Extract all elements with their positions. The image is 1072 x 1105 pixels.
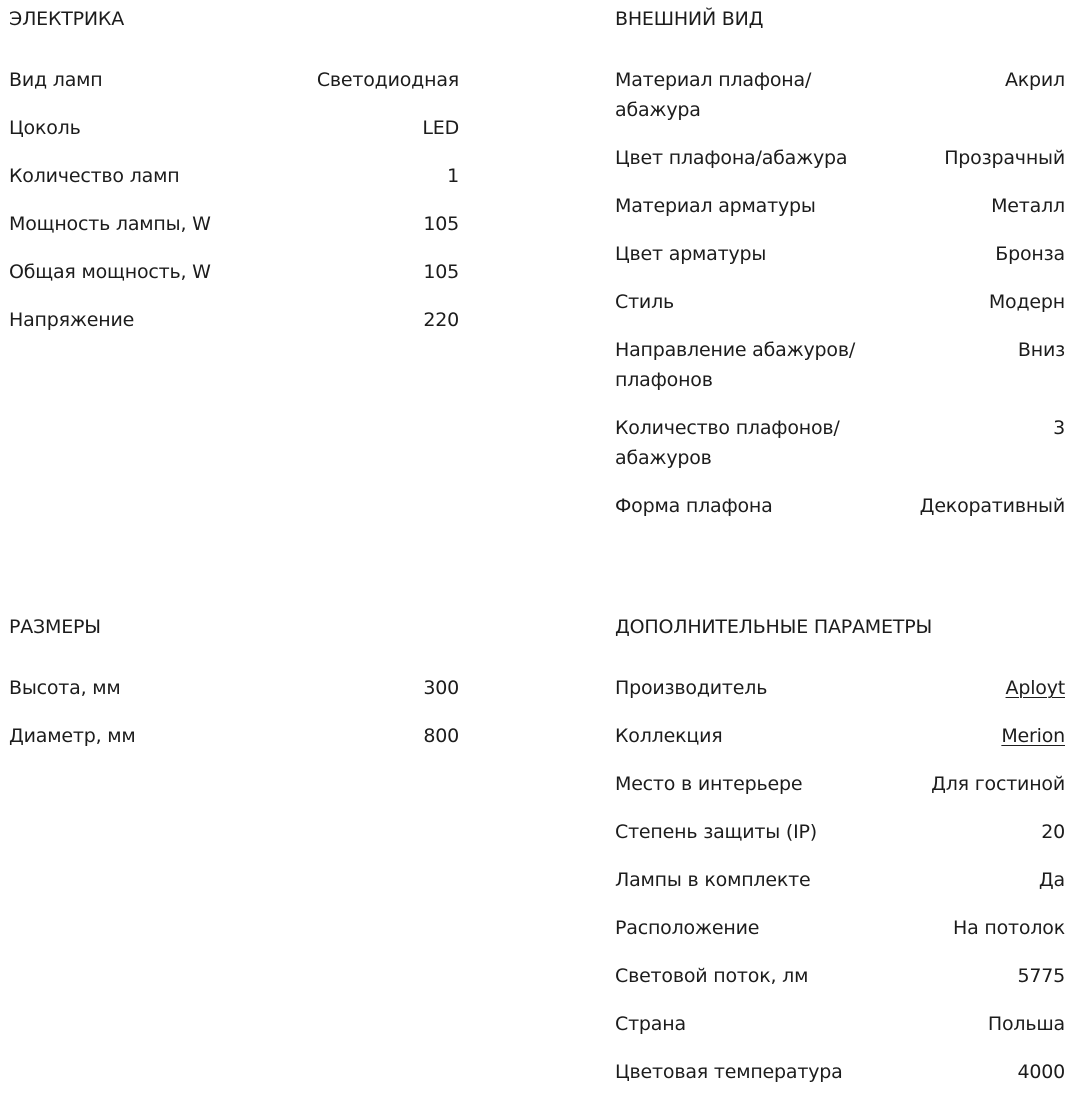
- spec-value: Бронза: [995, 243, 1065, 265]
- spec-row: [9, 65, 459, 95]
- spec-row: [9, 257, 459, 287]
- spec-value: 300: [423, 677, 459, 699]
- spec-row: [615, 865, 1065, 895]
- spec-row: [9, 209, 459, 239]
- spec-label: Материал плафона/ абажура: [615, 69, 812, 121]
- spec-label: Коллекция: [615, 725, 723, 747]
- spec-row: [9, 161, 459, 191]
- spec-row: [615, 65, 1065, 125]
- spec-value: На потолок: [953, 917, 1065, 939]
- spec-label: Цвет арматуры: [615, 243, 767, 265]
- spec-value: 3: [1053, 417, 1065, 439]
- spec-row: [9, 721, 459, 751]
- spec-label: Стиль: [615, 291, 675, 313]
- spec-row: [9, 305, 459, 335]
- spec-value: 800: [423, 725, 459, 747]
- spec-row: [615, 287, 1065, 317]
- spec-label: Степень защиты (IP): [615, 821, 817, 843]
- spec-label: Количество плафонов/ абажуров: [615, 417, 840, 469]
- spec-value: 105: [423, 261, 459, 283]
- appearance-title: ВНЕШНИЙ ВИД: [615, 8, 764, 30]
- spec-value-link[interactable]: Merion: [1001, 725, 1065, 747]
- spec-value: Польша: [987, 1013, 1065, 1035]
- spec-label: Цвет плафона/абажура: [615, 147, 848, 169]
- electrics-section: [9, 7, 459, 353]
- spec-label: Цоколь: [9, 117, 81, 139]
- spec-label: Мощность лампы, W: [9, 213, 211, 235]
- spec-value: 5775: [1017, 965, 1065, 987]
- spec-row: [615, 491, 1065, 521]
- spec-label: Форма плафона: [615, 495, 773, 517]
- spec-row: [615, 913, 1065, 943]
- spec-label: Высота, мм: [9, 677, 121, 699]
- spec-label: Производитель: [615, 677, 768, 699]
- spec-value: Акрил: [1004, 69, 1065, 91]
- electrics-rows: [9, 65, 459, 335]
- spec-row: [615, 1057, 1065, 1087]
- spec-value: Прозрачный: [944, 147, 1065, 169]
- spec-row: [615, 673, 1065, 703]
- spec-value: Да: [1038, 869, 1065, 891]
- appearance-rows: [615, 65, 1065, 521]
- spec-value: LED: [422, 117, 459, 139]
- spec-label: Количество ламп: [9, 165, 180, 187]
- spec-row: [615, 413, 1065, 473]
- spec-label: Расположение: [615, 917, 760, 939]
- spec-row: [9, 673, 459, 703]
- spec-label: Световой поток, лм: [615, 965, 809, 987]
- spec-label: Вид ламп: [9, 69, 103, 91]
- spec-value: Металл: [991, 195, 1065, 217]
- spec-value: 20: [1041, 821, 1065, 843]
- spec-value: 105: [423, 213, 459, 235]
- extra-section: [615, 615, 1065, 1105]
- spec-row: [615, 335, 1065, 395]
- spec-row: [615, 1009, 1065, 1039]
- spec-value: 220: [423, 309, 459, 331]
- spec-label: Направление абажуров/ плафонов: [615, 339, 856, 391]
- spec-label: Материал арматуры: [615, 195, 816, 217]
- spec-value: 4000: [1017, 1061, 1065, 1083]
- dimensions-title: РАЗМЕРЫ: [9, 616, 101, 638]
- spec-row: [615, 961, 1065, 991]
- extra-rows: [615, 673, 1065, 1087]
- spec-label: Место в интерьере: [615, 773, 803, 795]
- spec-label: Напряжение: [9, 309, 135, 331]
- spec-row: [615, 817, 1065, 847]
- spec-row: [615, 143, 1065, 173]
- spec-label: Диаметр, мм: [9, 725, 136, 747]
- extra-title: ДОПОЛНИТЕЛЬНЫЕ ПАРАМЕТРЫ: [615, 616, 933, 638]
- spec-value: Модерн: [988, 291, 1065, 313]
- spec-value: Светодиодная: [316, 69, 459, 91]
- appearance-section: [615, 7, 1065, 539]
- spec-value: 1: [447, 165, 459, 187]
- spec-row: [615, 239, 1065, 269]
- dimensions-section: [9, 615, 459, 769]
- spec-value-link[interactable]: Aployt: [1005, 677, 1065, 699]
- spec-row: [9, 113, 459, 143]
- dimensions-rows: [9, 673, 459, 751]
- spec-value: Для гостиной: [931, 773, 1065, 795]
- spec-row: [615, 721, 1065, 751]
- electrics-title: ЭЛЕКТРИКА: [9, 8, 125, 30]
- spec-label: Лампы в комплекте: [615, 869, 811, 891]
- spec-label: Цветовая температура: [615, 1061, 843, 1083]
- spec-row: [615, 769, 1065, 799]
- spec-label: Страна: [615, 1013, 686, 1035]
- spec-value: Декоративный: [919, 495, 1065, 517]
- spec-value: Вниз: [1017, 339, 1065, 361]
- spec-label: Общая мощность, W: [9, 261, 211, 283]
- spec-row: [615, 191, 1065, 221]
